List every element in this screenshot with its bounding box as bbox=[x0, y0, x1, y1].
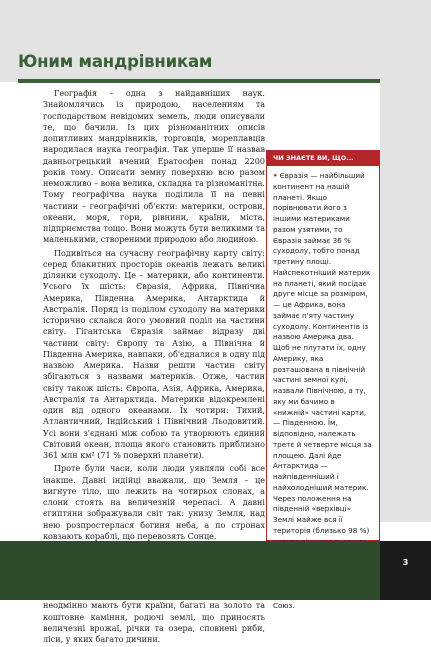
bullet-icon: • bbox=[273, 171, 278, 180]
sidebar-header: ЧИ ЗНАЄТЕ ВИ, ЩО... bbox=[267, 151, 379, 166]
side-margin-band bbox=[380, 82, 431, 522]
paragraph-4: неодмінно мають бути країни, багаті на золото та коштовне каміння, родючі землі, що приносять величезні врожаї, річки та озера, сповнені риби, ліси, у яких багато дичини. bbox=[43, 601, 265, 644]
page-number-badge bbox=[380, 541, 431, 600]
paragraph-3: Проте були часи, коли люди уявляли собі все інакше. Давні індійці вважали, що Земля – це вигнуте тіло, що лежить на чотирьох слонах, а слони стоять на величезній черепасі. А давні єгиптяни зображували світ так: унизу Земля, над нею розпростерлася богиня неба, а по стронах ковзають кораблі, що перевозять Сонце. bbox=[43, 464, 265, 541]
sidebar-fact: Євразія — найбільший континент на нашій планеті. Якщо порівнювати його з іншими материками разом узятими, то Євразія займає 36 % суходолу, тобто понад третину площі. Найспекотніший материк на планеті, який посідає друге місце за розміром, — це Африка, вона займає п'яту частину суходолу. Континентів із назвою Америка два. Щоб не плутати їх, одну Америку, яка розташована в північній частині земної кулі, назвали Північною, а ту, яку ми бачимо в «нижній» частині карти, — Південною. Їм, відповідно, належать третє й четверте місця за площею. Далі йде Антарктида — найпівденніший і найхолодніший материк. Через положення на південній «верхівці» Землі майже вся її територія (близько 98 %) Союз. bbox=[273, 171, 372, 610]
did-you-know-sidebar bbox=[266, 150, 380, 610]
title-rule bbox=[18, 79, 380, 83]
section-title: Юним мандрівникам bbox=[18, 52, 213, 71]
paragraph-2: Подивіться на сучасну географічну карту світу: серед блакитних просторів океанів лежать великі ділянки суходолу. Це – материки, або континенти. Усього їх шість: Євразія, Африка, Північна Америка, Південна Америка, Антарктида й Австралія. Поряд із поділом суходолу на материки історично склався його умовний поділ на частини світу. Гігантська Євразія займає відразу дві частини світу: Європу та Азію, а Північна й Південна Америка, навпаки, об'єдналися в одну під назвою Америка. Назви решти частин світу збігаються з назвами материків. Отже, частин світу також шість: Європа, Азія, Африка, Америка, Австралія та Антарктида. Материки відокремлені один від одного океанами. Їх чотири: Тихий, Атлантичний, Індійський і Північний Льодовитий. Усі вони з'єднані між собою та утворюють єдиний Світовий океан, площа якого становить приблизно 361 млн км² (71 % поверхні планети). bbox=[43, 248, 265, 460]
page-number: 3 bbox=[402, 558, 409, 567]
paragraph-1: Географія – одна з найдавніших наук. Знайомлячись із природою, населенням та господарством невідомих земель, люди описували те, що бачили. Із цих різноманітних описів допитливих мандрівників, торговців, мореплавців народилася наука географія. Так уперше її назвав давньогрецький вчений Ератосфен понад 2200 років тому. Описати земну поверхню всю разом неможливо – вона велика, складна та різноманітна. Тому географічна наука поділила її на певні частини – географічні об'єкти: материки, острови, океани, моря, гори, рівнини, країни, міста, підприємства тощо. Вони можуть бути великими та маленькими, створеними природою або людиною. bbox=[43, 89, 265, 245]
footer-band bbox=[0, 541, 431, 600]
